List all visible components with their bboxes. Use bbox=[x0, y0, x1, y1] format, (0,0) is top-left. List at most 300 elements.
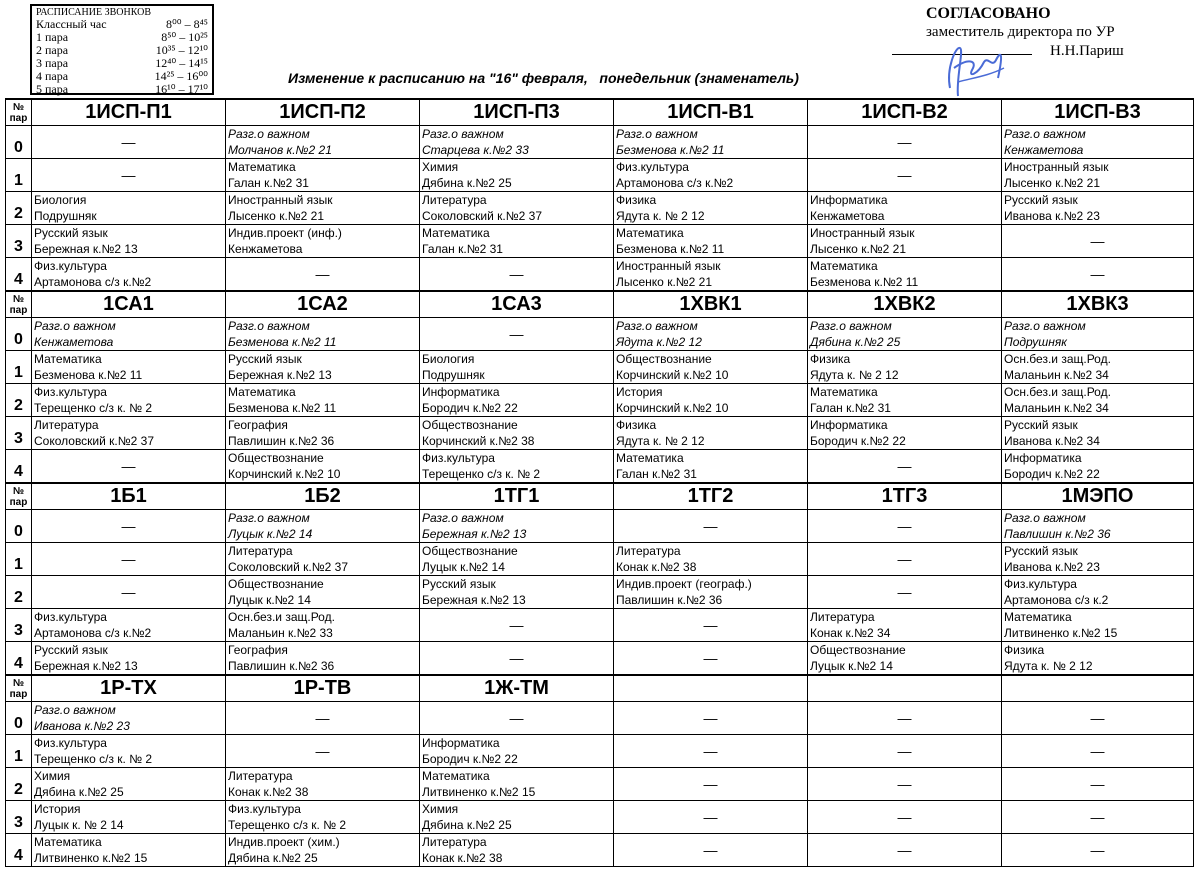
schedule-cell bbox=[420, 609, 614, 642]
subject-name: Физ.культура bbox=[616, 160, 689, 174]
subject-name: Физ.культура bbox=[1004, 577, 1077, 591]
schedule-cell bbox=[420, 735, 614, 768]
subject-name: География bbox=[228, 643, 288, 657]
schedule-cell bbox=[808, 450, 1002, 484]
teacher-room: Литвиненко к.№2 15 bbox=[1004, 626, 1118, 640]
subject-name: Математика bbox=[616, 451, 684, 465]
no-class-dash: — bbox=[1090, 266, 1105, 282]
teacher-room: Соколовский к.№2 37 bbox=[34, 434, 154, 448]
pair-number: 0 bbox=[6, 126, 32, 159]
schedule-cell bbox=[226, 384, 420, 417]
subject-name: Математика bbox=[228, 160, 296, 174]
schedule-cell bbox=[32, 351, 226, 384]
no-class-dash: — bbox=[1090, 842, 1105, 858]
schedule-cell bbox=[420, 543, 614, 576]
schedule-row bbox=[6, 318, 1194, 351]
subject-name: Литература bbox=[228, 769, 293, 783]
subject-name: Биология bbox=[34, 193, 87, 207]
teacher-room: Лысенко к.№2 21 bbox=[228, 209, 325, 223]
schedule-cell bbox=[32, 159, 226, 192]
schedule-cell bbox=[808, 225, 1002, 258]
group-header: 1ТГ2 bbox=[614, 483, 808, 510]
subject-name: Обществознание bbox=[616, 352, 712, 366]
teacher-room: Конак к.№2 38 bbox=[616, 560, 697, 574]
schedule-cell bbox=[32, 768, 226, 801]
group-header: 1ИСП-П3 bbox=[420, 99, 614, 126]
teacher-room: Артамонова с/з к.№2 bbox=[34, 275, 152, 289]
no-class-dash: — bbox=[703, 617, 718, 633]
schedule-cell bbox=[614, 510, 808, 543]
schedule-cell bbox=[614, 318, 808, 351]
subject-name: Обществознание bbox=[422, 418, 518, 432]
approver-name: Н.Н.Париш bbox=[1050, 43, 1124, 59]
approval-title: СОГЛАСОВАНО bbox=[926, 5, 1051, 22]
bell-row-name: 2 пара bbox=[36, 43, 69, 57]
schedule-cell bbox=[808, 801, 1002, 834]
teacher-room: Соколовский к.№2 37 bbox=[228, 560, 348, 574]
schedule-cell bbox=[420, 642, 614, 676]
subject-name: Индив.проект (хим.) bbox=[228, 835, 340, 849]
schedule-cell bbox=[420, 801, 614, 834]
schedule-cell bbox=[226, 510, 420, 543]
pair-number: 4 bbox=[6, 258, 32, 292]
bell-row-time: 14²⁵ – 16⁰⁰ bbox=[154, 69, 208, 83]
teacher-room: Соколовский к.№2 37 bbox=[422, 209, 542, 223]
teacher-room: Лысенко к.№2 21 bbox=[810, 242, 907, 256]
subject-name: Разг.о важном bbox=[228, 319, 310, 333]
subject-name: Литература bbox=[422, 835, 487, 849]
schedule-cell bbox=[226, 417, 420, 450]
pair-number: 2 bbox=[6, 768, 32, 801]
schedule-cell bbox=[614, 450, 808, 484]
no-class-dash: — bbox=[121, 518, 136, 534]
schedule-cell bbox=[808, 318, 1002, 351]
no-class-dash: — bbox=[897, 518, 912, 534]
schedule-cell bbox=[1002, 192, 1194, 225]
pair-number: 2 bbox=[6, 576, 32, 609]
teacher-room: Бородич к.№2 22 bbox=[810, 434, 906, 448]
schedule-cell bbox=[32, 384, 226, 417]
schedule-cell bbox=[226, 318, 420, 351]
no-class-dash: — bbox=[897, 710, 912, 726]
schedule-cell bbox=[1002, 159, 1194, 192]
schedule-cell bbox=[226, 159, 420, 192]
schedule-cell bbox=[32, 543, 226, 576]
group-header: 1ТГ1 bbox=[420, 483, 614, 510]
subject-name: Физика bbox=[1004, 643, 1045, 657]
schedule-cell bbox=[32, 834, 226, 867]
schedule-cell bbox=[808, 417, 1002, 450]
subject-name: Биология bbox=[422, 352, 475, 366]
subject-name: Разг.о важном bbox=[616, 319, 698, 333]
subject-name: Разг.о важном bbox=[616, 127, 698, 141]
teacher-room: Литвиненко к.№2 15 bbox=[422, 785, 536, 799]
pair-number: 1 bbox=[6, 543, 32, 576]
teacher-room: Терещенко с/з к. № 2 bbox=[228, 818, 347, 832]
no-class-dash: — bbox=[1090, 809, 1105, 825]
schedule-cell bbox=[226, 258, 420, 292]
no-class-dash: — bbox=[897, 809, 912, 825]
group-header: 1Р-ТВ bbox=[226, 675, 420, 702]
schedule-cell bbox=[808, 192, 1002, 225]
no-class-dash: — bbox=[509, 710, 524, 726]
subject-name: Физ.культура bbox=[34, 259, 107, 273]
bell-row-name: 4 пара bbox=[36, 69, 69, 83]
no-class-dash: — bbox=[703, 809, 718, 825]
schedule-cell bbox=[420, 768, 614, 801]
no-class-dash: — bbox=[121, 134, 136, 150]
schedule-row bbox=[6, 642, 1194, 676]
subject-name: Осн.без.и защ.Род. bbox=[1004, 385, 1111, 399]
bell-row-name: 5 пара bbox=[36, 82, 69, 96]
subject-name: Математика bbox=[1004, 610, 1072, 624]
teacher-room: Луцык к.№2 14 bbox=[422, 560, 505, 574]
teacher-room: Маланьин к.№2 33 bbox=[228, 626, 333, 640]
subject-name: Русский язык bbox=[1004, 193, 1078, 207]
schedule-cell bbox=[808, 258, 1002, 292]
pair-number: 3 bbox=[6, 801, 32, 834]
schedule-cell bbox=[420, 510, 614, 543]
group-header: 1ХВК2 bbox=[808, 291, 1002, 318]
teacher-room: Иванова к.№2 34 bbox=[1004, 434, 1100, 448]
teacher-room: Корчинский к.№2 38 bbox=[422, 434, 535, 448]
teacher-room: Кенжаметова bbox=[228, 242, 303, 256]
schedule-table bbox=[5, 98, 1194, 867]
group-header: 1ХВК3 bbox=[1002, 291, 1194, 318]
subject-name: Химия bbox=[34, 769, 71, 783]
group-header: 1Ж-ТМ bbox=[420, 675, 614, 702]
schedule-cell bbox=[1002, 609, 1194, 642]
subject-name: Иностранный язык bbox=[228, 193, 333, 207]
teacher-room: Терещенко с/з к. № 2 bbox=[34, 401, 153, 415]
teacher-room: Ядута к. № 2 12 bbox=[1004, 659, 1093, 673]
teacher-room: Иванова к.№2 23 bbox=[1004, 560, 1100, 574]
schedule-row bbox=[6, 543, 1194, 576]
subject-name: Обществознание bbox=[810, 643, 906, 657]
subject-name: Индив.проект (географ.) bbox=[616, 577, 752, 591]
schedule-cell bbox=[808, 384, 1002, 417]
schedule-cell bbox=[614, 225, 808, 258]
schedule-cell bbox=[420, 126, 614, 159]
schedule-cell bbox=[1002, 801, 1194, 834]
group-header bbox=[808, 675, 1002, 702]
teacher-room: Бережная к.№2 13 bbox=[422, 593, 526, 607]
no-class-dash: — bbox=[703, 776, 718, 792]
teacher-room: Литвиненко к.№2 15 bbox=[34, 851, 148, 865]
schedule-cell bbox=[420, 225, 614, 258]
schedule-cell bbox=[226, 801, 420, 834]
schedule-cell bbox=[1002, 735, 1194, 768]
schedule-cell bbox=[1002, 351, 1194, 384]
schedule-cell bbox=[226, 702, 420, 735]
teacher-room: Корчинский к.№2 10 bbox=[616, 401, 729, 415]
schedule-cell bbox=[32, 702, 226, 735]
teacher-room: Бородич к.№2 22 bbox=[422, 752, 518, 766]
schedule-cell bbox=[420, 576, 614, 609]
schedule-change-notice: Изменение к расписанию на "16" февраля, понедельник (знаменатель) bbox=[288, 70, 799, 86]
teacher-room: Галан к.№2 31 bbox=[422, 242, 503, 256]
no-class-dash: — bbox=[703, 710, 718, 726]
no-class-dash: — bbox=[897, 167, 912, 183]
pair-number: 3 bbox=[6, 609, 32, 642]
subject-name: История bbox=[616, 385, 663, 399]
group-header bbox=[614, 675, 808, 702]
schedule-row bbox=[6, 417, 1194, 450]
schedule-cell bbox=[614, 642, 808, 676]
schedule-cell bbox=[1002, 834, 1194, 867]
schedule-cell bbox=[614, 351, 808, 384]
group-header: 1ИСП-В1 bbox=[614, 99, 808, 126]
no-class-dash: — bbox=[509, 617, 524, 633]
bell-schedule bbox=[30, 4, 214, 95]
group-header: 1СА1 bbox=[32, 291, 226, 318]
subject-name: История bbox=[34, 802, 81, 816]
teacher-room: Бородич к.№2 22 bbox=[422, 401, 518, 415]
pair-number: 0 bbox=[6, 702, 32, 735]
subject-name: Разг.о важном bbox=[810, 319, 892, 333]
schedule-cell bbox=[226, 735, 420, 768]
schedule-cell bbox=[614, 834, 808, 867]
teacher-room: Безменова к.№2 11 bbox=[34, 368, 143, 382]
subject-name: Информатика bbox=[1004, 451, 1082, 465]
schedule-row bbox=[6, 510, 1194, 543]
schedule-row bbox=[6, 702, 1194, 735]
schedule-cell bbox=[614, 384, 808, 417]
bell-row-time: 12⁴⁰ – 14¹⁵ bbox=[155, 56, 208, 70]
subject-name: Химия bbox=[422, 160, 459, 174]
schedule-cell bbox=[226, 642, 420, 676]
no-class-dash: — bbox=[897, 776, 912, 792]
subject-name: Математика bbox=[34, 352, 102, 366]
teacher-room: Безменова к.№2 11 bbox=[616, 143, 725, 157]
subject-name: Литература bbox=[34, 418, 99, 432]
pair-number: 0 bbox=[6, 510, 32, 543]
no-class-dash: — bbox=[121, 551, 136, 567]
teacher-room: Дябина к.№2 25 bbox=[810, 335, 901, 349]
group-header: 1Б2 bbox=[226, 483, 420, 510]
schedule-cell bbox=[808, 702, 1002, 735]
teacher-room: Корчинский к.№2 10 bbox=[228, 467, 341, 481]
schedule-cell bbox=[32, 126, 226, 159]
no-class-dash: — bbox=[315, 266, 330, 282]
subject-name: Индив.проект (инф.) bbox=[228, 226, 342, 240]
no-class-dash: — bbox=[121, 458, 136, 474]
schedule-cell bbox=[1002, 543, 1194, 576]
bell-row-name: Классный час bbox=[36, 17, 107, 31]
schedule-cell bbox=[32, 576, 226, 609]
pair-number-header: № пар bbox=[6, 291, 32, 318]
subject-name: Разг.о важном bbox=[34, 703, 116, 717]
teacher-room: Иванова к.№2 23 bbox=[34, 719, 130, 733]
subject-name: Обществознание bbox=[228, 577, 324, 591]
teacher-room: Кенжаметова bbox=[1004, 143, 1084, 157]
schedule-cell bbox=[420, 192, 614, 225]
schedule-cell bbox=[808, 510, 1002, 543]
teacher-room: Павлишин к.№2 36 bbox=[228, 434, 335, 448]
teacher-room: Артамонова с/з к.2 bbox=[1004, 593, 1109, 607]
teacher-room: Павлишин к.№2 36 bbox=[1004, 527, 1111, 541]
schedule-cell bbox=[614, 258, 808, 292]
schedule-cell bbox=[808, 609, 1002, 642]
schedule-cell bbox=[1002, 318, 1194, 351]
teacher-room: Безменова к.№2 11 bbox=[616, 242, 725, 256]
teacher-room: Луцык к.№2 14 bbox=[810, 659, 893, 673]
teacher-room: Ядута к.№2 12 bbox=[616, 335, 702, 349]
schedule-cell bbox=[420, 318, 614, 351]
subject-name: Разг.о важном bbox=[1004, 127, 1086, 141]
pair-number-header: № пар bbox=[6, 99, 32, 126]
schedule-cell bbox=[420, 417, 614, 450]
subject-name: Русский язык bbox=[1004, 418, 1078, 432]
schedule-cell bbox=[1002, 225, 1194, 258]
schedule-row bbox=[6, 126, 1194, 159]
schedule-cell bbox=[420, 159, 614, 192]
schedule-cell bbox=[614, 417, 808, 450]
no-class-dash: — bbox=[1090, 776, 1105, 792]
subject-name: Информатика bbox=[422, 736, 500, 750]
subject-name: Обществознание bbox=[422, 544, 518, 558]
subject-name: Химия bbox=[422, 802, 459, 816]
schedule-cell bbox=[1002, 576, 1194, 609]
pair-number: 4 bbox=[6, 834, 32, 867]
no-class-dash: — bbox=[897, 842, 912, 858]
teacher-room: Ядута к. № 2 12 bbox=[810, 368, 899, 382]
teacher-room: Бережная к.№2 13 bbox=[34, 659, 138, 673]
schedule-row bbox=[6, 192, 1194, 225]
schedule-cell bbox=[226, 126, 420, 159]
subject-name: Русский язык bbox=[34, 643, 108, 657]
group-header: 1Б1 bbox=[32, 483, 226, 510]
subject-name: Иностранный язык bbox=[810, 226, 915, 240]
subject-name: Осн.без.и защ.Род. bbox=[1004, 352, 1111, 366]
teacher-room: Терещенко с/з к. № 2 bbox=[34, 752, 153, 766]
subject-name: Литература bbox=[616, 544, 681, 558]
subject-name: Литература bbox=[228, 544, 293, 558]
schedule-cell bbox=[226, 225, 420, 258]
subject-name: География bbox=[228, 418, 288, 432]
bell-row-time: 8⁰⁰ – 8⁴⁵ bbox=[166, 17, 208, 31]
subject-name: Разг.о важном bbox=[34, 319, 116, 333]
subject-name: Осн.без.и защ.Род. bbox=[228, 610, 335, 624]
schedule-cell bbox=[226, 768, 420, 801]
subject-name: Физика bbox=[616, 418, 657, 432]
teacher-room: Подрушняк bbox=[1004, 335, 1067, 349]
subject-name: Литература bbox=[810, 610, 875, 624]
group-header bbox=[1002, 675, 1194, 702]
pair-number: 4 bbox=[6, 642, 32, 676]
schedule-cell bbox=[808, 126, 1002, 159]
no-class-dash: — bbox=[509, 650, 524, 666]
schedule-cell bbox=[32, 735, 226, 768]
signature-image bbox=[938, 38, 1008, 102]
subject-name: Русский язык bbox=[1004, 544, 1078, 558]
schedule-cell bbox=[614, 702, 808, 735]
subject-name: Информатика bbox=[810, 193, 888, 207]
subject-name: Русский язык bbox=[422, 577, 496, 591]
teacher-room: Подрушняк bbox=[422, 368, 485, 382]
subject-name: Физ.культура bbox=[34, 736, 107, 750]
schedule-cell bbox=[614, 801, 808, 834]
subject-name: Физ.культура bbox=[34, 610, 107, 624]
schedule-cell bbox=[808, 768, 1002, 801]
group-header: 1ХВК1 bbox=[614, 291, 808, 318]
schedule-cell bbox=[1002, 642, 1194, 676]
no-class-dash: — bbox=[315, 743, 330, 759]
teacher-room: Кенжаметова bbox=[810, 209, 885, 223]
no-class-dash: — bbox=[1090, 710, 1105, 726]
no-class-dash: — bbox=[897, 584, 912, 600]
schedule-cell bbox=[1002, 384, 1194, 417]
schedule-cell bbox=[32, 417, 226, 450]
subject-name: Физ.культура bbox=[34, 385, 107, 399]
schedule-cell bbox=[32, 450, 226, 484]
teacher-room: Терещенко с/з к. № 2 bbox=[422, 467, 541, 481]
teacher-room: Подрушняк bbox=[34, 209, 97, 223]
schedule-row bbox=[6, 225, 1194, 258]
group-header: 1Р-ТХ bbox=[32, 675, 226, 702]
teacher-room: Галан к.№2 31 bbox=[810, 401, 891, 415]
teacher-room: Павлишин к.№2 36 bbox=[228, 659, 335, 673]
teacher-room: Дябина к.№2 25 bbox=[422, 818, 512, 832]
no-class-dash: — bbox=[897, 551, 912, 567]
schedule-row bbox=[6, 351, 1194, 384]
subject-name: Разг.о важном bbox=[422, 511, 504, 525]
subject-name: Информатика bbox=[422, 385, 500, 399]
teacher-room: Артамонова с/з к.№2 bbox=[34, 626, 152, 640]
subject-name: Математика bbox=[228, 385, 296, 399]
group-header: 1ТГ3 bbox=[808, 483, 1002, 510]
teacher-room: Дябина к.№2 25 bbox=[34, 785, 124, 799]
schedule-row bbox=[6, 801, 1194, 834]
teacher-room: Бережная к.№2 13 bbox=[422, 527, 527, 541]
no-class-dash: — bbox=[509, 326, 524, 342]
pair-number-header: № пар bbox=[6, 675, 32, 702]
teacher-room: Маланьин к.№2 34 bbox=[1004, 401, 1109, 415]
schedule-cell bbox=[226, 351, 420, 384]
schedule-cell bbox=[808, 351, 1002, 384]
no-class-dash: — bbox=[1090, 233, 1105, 249]
approval-role: заместитель директора по УР bbox=[926, 24, 1115, 40]
no-class-dash: — bbox=[897, 134, 912, 150]
schedule-cell bbox=[226, 834, 420, 867]
subject-name: Разг.о важном bbox=[422, 127, 504, 141]
subject-name: Разг.о важном bbox=[228, 127, 310, 141]
schedule-row bbox=[6, 384, 1194, 417]
schedule-cell bbox=[808, 735, 1002, 768]
teacher-room: Артамонова с/з к.№2 bbox=[616, 176, 734, 190]
group-header: 1СА3 bbox=[420, 291, 614, 318]
schedule-cell bbox=[614, 543, 808, 576]
schedule-cell bbox=[420, 450, 614, 484]
teacher-room: Корчинский к.№2 10 bbox=[616, 368, 729, 382]
schedule-cell bbox=[420, 834, 614, 867]
schedule-row bbox=[6, 609, 1194, 642]
subject-name: Разг.о важном bbox=[228, 511, 310, 525]
subject-name: Русский язык bbox=[228, 352, 302, 366]
bell-row-time: 16¹⁰ – 17¹⁰ bbox=[155, 82, 208, 96]
subject-name: Математика bbox=[616, 226, 684, 240]
schedule-row bbox=[6, 735, 1194, 768]
group-header: 1ИСП-В2 bbox=[808, 99, 1002, 126]
schedule-cell bbox=[226, 609, 420, 642]
pair-number: 1 bbox=[6, 735, 32, 768]
schedule-cell bbox=[32, 225, 226, 258]
schedule-cell bbox=[32, 642, 226, 676]
teacher-room: Безменова к.№2 11 bbox=[228, 335, 337, 349]
no-class-dash: — bbox=[121, 584, 136, 600]
subject-name: Литература bbox=[422, 193, 487, 207]
no-class-dash: — bbox=[703, 842, 718, 858]
